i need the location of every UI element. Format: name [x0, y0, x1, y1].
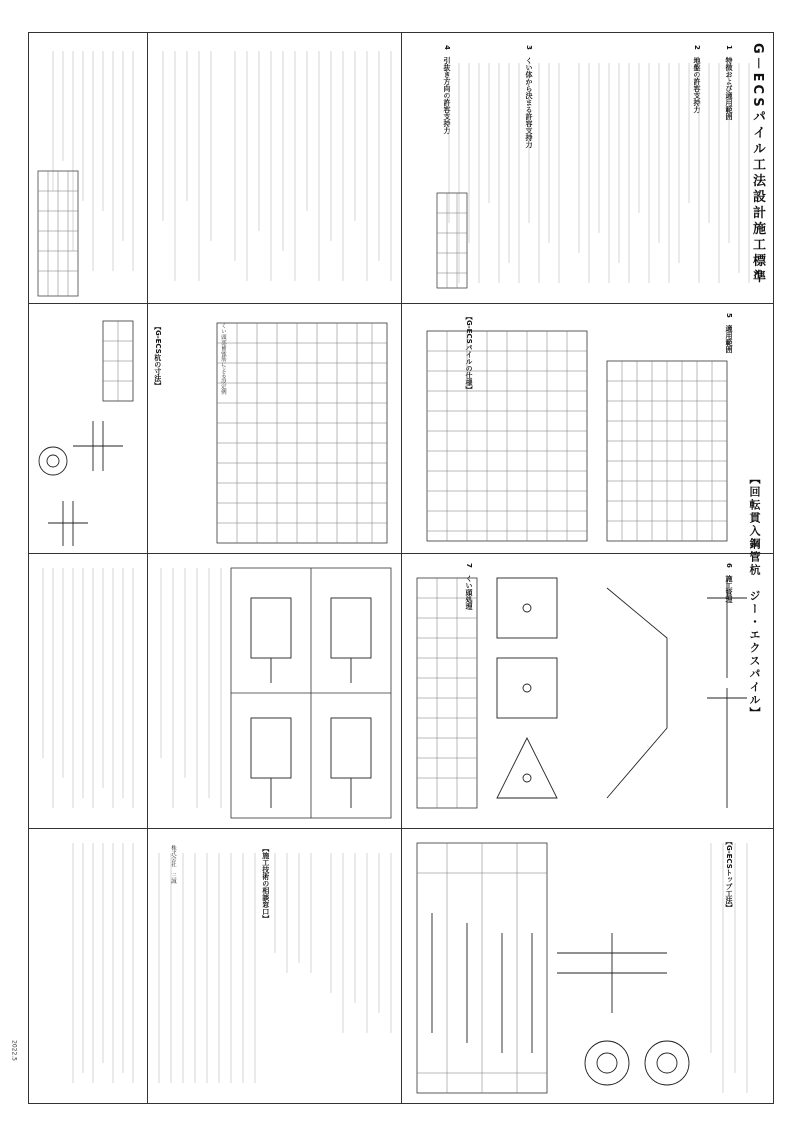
section-heading: 4 引抜き方向の許容支持力 [443, 45, 451, 134]
row-divider [29, 303, 773, 304]
section-heading: 2 地盤の許容支持力 [693, 45, 701, 113]
text-region [33, 41, 143, 301]
pile-diagram [33, 311, 143, 551]
text-region [33, 833, 143, 1103]
company-name: 株式会社 三誠 [169, 845, 176, 884]
section-heading: 5 適用範囲 [725, 313, 733, 353]
text-region [33, 558, 143, 826]
document-sheet [28, 32, 774, 1104]
top-method-diagrams [407, 833, 767, 1103]
construction-diagrams [407, 558, 767, 826]
pile-head-details [151, 558, 401, 826]
column-divider [401, 33, 402, 1103]
section-heading: 【G-ECSパイルの仕様】 [465, 313, 473, 393]
section-heading: 3 くい体から決まる許容支持力 [525, 45, 533, 148]
row-divider [29, 553, 773, 554]
text-region [429, 43, 759, 293]
section-heading: 【G-ECSトップ工法】 [725, 838, 733, 911]
section-heading: 7 くい頭処理 [465, 563, 473, 610]
contact-region [151, 833, 401, 1103]
spec-tables [407, 311, 767, 551]
gecs-table [157, 313, 397, 553]
row-divider [29, 828, 773, 829]
text-region [151, 41, 401, 301]
figure-caption: くい頭部補強筋による設定例 [219, 323, 226, 395]
page-title: G－ECSパイル工法設計施工標準 [750, 43, 765, 286]
section-heading: 1 特徴および適用範囲 [725, 45, 733, 120]
section-heading: 【G-ECS杭の寸法】 [153, 323, 162, 389]
page-subtitle: 【回転貫入鋼管杭 ジー・エクスパイル】 [748, 473, 761, 720]
date-stamp: 2022.5 [10, 1040, 18, 1061]
contact-header: 【施工技術の相談窓口】 [261, 845, 270, 922]
column-divider [147, 33, 148, 1103]
section-heading: 6 施工管理 [725, 563, 733, 603]
